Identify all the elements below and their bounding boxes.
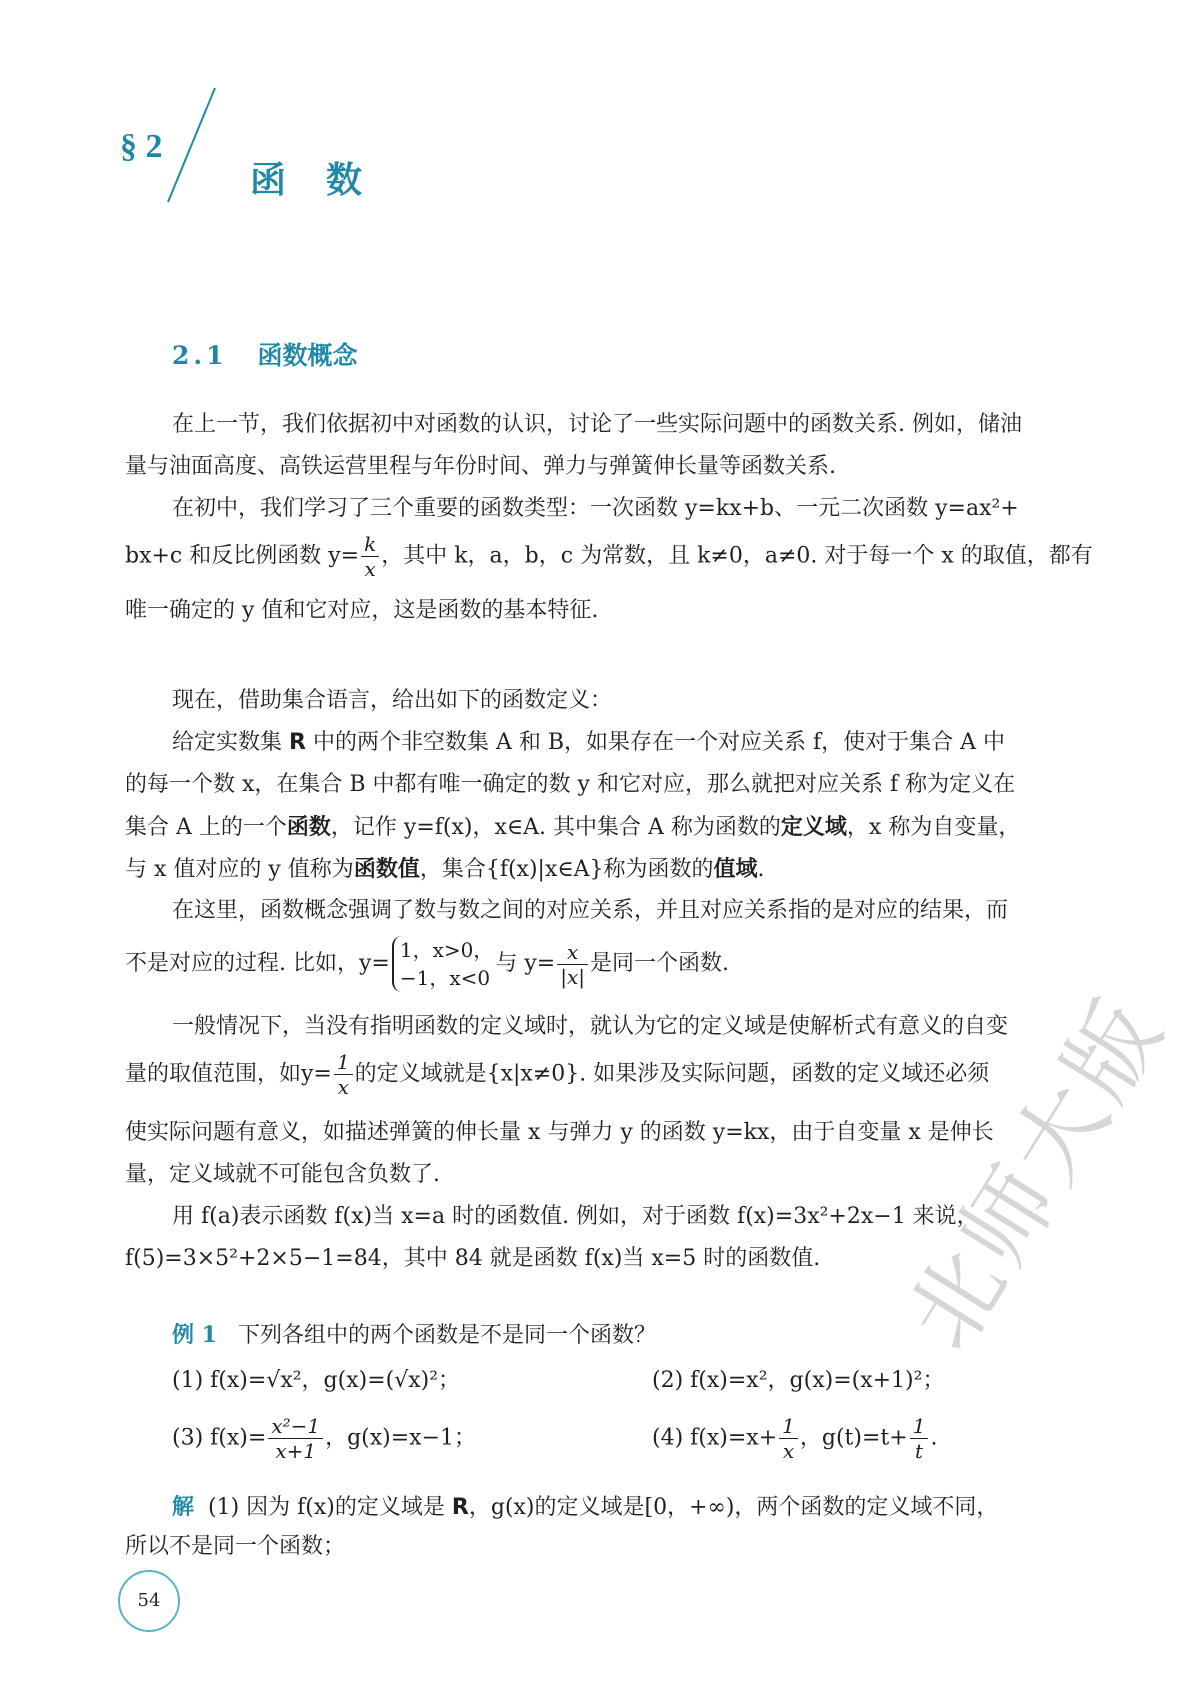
text-span: 中的两个非空数集 A 和 B，如果存在一个对应关系 f，使对于集合 A 中 [305, 730, 1005, 755]
paragraph-correspondence-line [125, 936, 1075, 992]
real-numbers-symbol: R [289, 730, 306, 755]
fraction-denominator: x [364, 557, 376, 581]
text-span: (1) 因为 f(x)的定义域是 [208, 1495, 452, 1520]
definition-line: 的每一个数 x，在集合 B 中都有唯一确定的数 y 和它对应，那么就把对应关系 f 称为定义在 [125, 772, 1016, 797]
piecewise-case: 1，x>0， [399, 938, 494, 962]
text-span: 与 x 值对应的 y 值称为 [125, 857, 354, 882]
paragraph-definition-intro: 现在，借助集合语言，给出如下的函数定义： [172, 688, 613, 713]
text-span: 集合 A 上的一个 [125, 815, 287, 840]
solution-label: 解 [172, 1494, 195, 1520]
publisher-watermark: 北师大版 [886, 978, 1186, 1368]
text-span: ，x 称为自变量， [846, 815, 1021, 840]
fraction-denominator: x+1 [275, 1439, 317, 1463]
subsection-heading [172, 336, 358, 372]
definition-line [125, 812, 1075, 843]
example-item-3 [172, 1414, 592, 1463]
paragraph-domain-line [125, 1050, 1075, 1099]
paragraph-types-line: 在初中，我们学习了三个重要的函数类型：一次函数 y=kx+b、一元二次函数 y=ax²+ [172, 496, 1019, 521]
text-span: ，集合{f(x)|x∈A}称为函数的 [419, 857, 714, 882]
text-span: (3) f(x)= [172, 1425, 267, 1451]
section-divider-slash [160, 86, 220, 206]
section-title: 函数 [250, 159, 403, 201]
paragraph-domain-line: 量，定义域就不可能包含负数了. [125, 1162, 440, 1187]
page-number: 54 [118, 1570, 180, 1632]
paragraph-correspondence-line: 在这里，函数概念强调了数与数之间的对应关系，并且对应关系指的是对应的结果，而 [172, 898, 1009, 923]
text-span: ，g(x)的定义域是[0，+∞)，两个函数的定义域不同， [468, 1495, 999, 1520]
text-span: . [757, 857, 765, 882]
example-question: 下列各组中的两个函数是不是同一个函数？ [237, 1323, 656, 1348]
subsection-title: 函数概念 [257, 341, 358, 370]
definition-line [125, 854, 1075, 885]
text-span: (4) f(x)=x+ [652, 1425, 778, 1451]
fraction-numerator: x²−1 [268, 1414, 323, 1439]
fraction-denominator: t [915, 1439, 924, 1463]
subsection-number: 2.1 [172, 341, 228, 370]
paragraph-intro-line: 在上一节，我们依据初中对函数的认识，讨论了一些实际问题中的函数关系. 例如，储油 [172, 412, 1022, 437]
keyword-domain: 定义域 [780, 814, 847, 840]
fraction-numerator: 1 [779, 1414, 798, 1439]
example-item-4 [652, 1414, 1072, 1463]
paragraph-intro-line: 量与油面高度、高铁运营里程与年份时间、弹力与弹簧伸长量等函数关系. [125, 454, 836, 479]
paragraph-types-line [125, 532, 1093, 581]
fraction-item-4a [779, 1414, 798, 1463]
text-span: . [930, 1425, 938, 1451]
fraction-denominator: |x| [560, 964, 585, 989]
text-span: 给定实数集 [172, 730, 289, 755]
example-label: 例 1 [172, 1322, 217, 1348]
fraction-numerator: 1 [334, 1050, 353, 1075]
text-span: 的定义域就是{x|x≠0}. 如果涉及实际问题，函数的定义域还必须 [354, 1061, 990, 1087]
paragraph-domain-line: 使实际问题有意义，如描述弹簧的伸长量 x 与弹力 y 的函数 y=kx，由于自变量 x 是伸长 [125, 1120, 994, 1145]
paragraph-notation-line: 用 f(a)表示函数 f(x)当 x=a 时的函数值. 例如，对于函数 f(x)=3x²+2x−1 来说， [172, 1204, 979, 1229]
text-span: ，g(x)=x−1； [325, 1425, 477, 1451]
paragraph-types-line: 唯一确定的 y 值和它对应，这是函数的基本特征. [125, 598, 599, 623]
solution-line [172, 1492, 1077, 1523]
text-span: bx+c 和反比例函数 y= [125, 543, 360, 569]
keyword-function-value: 函数值 [353, 856, 420, 882]
solution-line: 所以不是同一个函数； [125, 1534, 346, 1559]
section-number: § 2 [120, 128, 163, 165]
definition-line [172, 728, 1077, 758]
paragraph-domain-line: 一般情况下，当没有指明函数的定义域时，就认为它的定义域是使解析式有意义的自变 [172, 1014, 1009, 1039]
fraction-item-3 [268, 1414, 323, 1463]
piecewise-case: −1，x<0 [399, 966, 491, 990]
keyword-range: 值域 [713, 856, 758, 882]
example-item-1: (1) f(x)=√x²，g(x)=(√x)²； [172, 1368, 461, 1393]
fraction-denominator: x [337, 1075, 349, 1099]
fraction-numerator: k [361, 532, 379, 557]
text-span: 是同一个函数. [589, 951, 729, 976]
fraction-1-over-x [334, 1050, 353, 1099]
text-span: ，g(t)=t+ [799, 1425, 908, 1451]
text-span: 量的取值范围，如y= [125, 1061, 332, 1087]
fraction-numerator: 1 [910, 1414, 929, 1439]
real-numbers-symbol: R [451, 1495, 469, 1520]
keyword-function: 函数 [286, 814, 331, 840]
fraction-x-over-abs-x [557, 940, 588, 989]
paragraph-notation-line: f(5)=3×5²+2×5−1=84，其中 84 就是函数 f(x)当 x=5 时的函数值. [125, 1246, 821, 1271]
text-span: ，其中 k，a，b，c 为常数，且 k≠0，a≠0. 对于每一个 x 的取值，都有 [381, 543, 1093, 569]
fraction-numerator: x [557, 940, 588, 965]
text-span: 不是对应的过程. 比如，y= [125, 951, 390, 976]
fraction-k-over-x [361, 532, 379, 581]
fraction-item-4b [910, 1414, 929, 1463]
text-span: 与 y= [495, 951, 556, 976]
piecewise-function [392, 936, 494, 992]
text-span: ，记作 y=f(x)，x∈A. 其中集合 A 称为函数的 [330, 815, 781, 840]
example-item-2: (2) f(x)=x²，g(x)=(x+1)²； [652, 1368, 945, 1393]
fraction-denominator: x [782, 1439, 795, 1463]
